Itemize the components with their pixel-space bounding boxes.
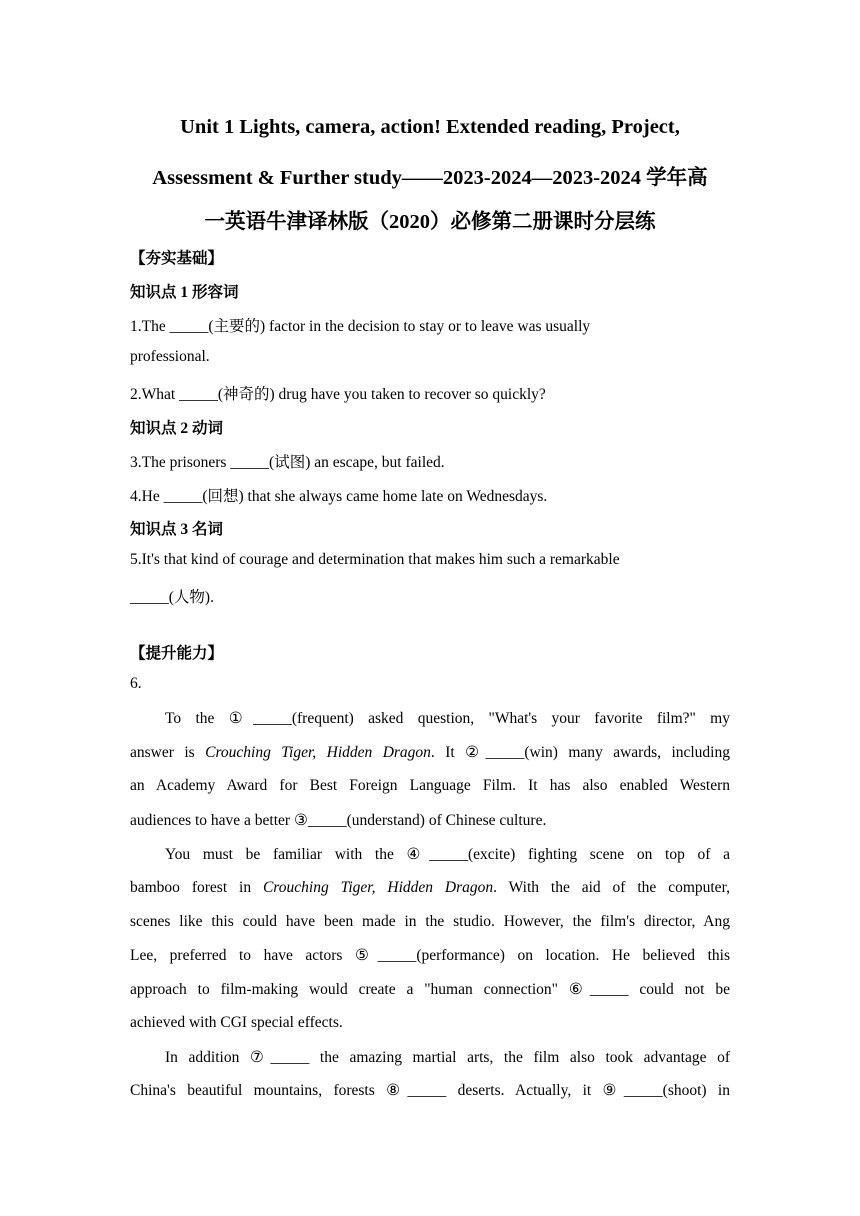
passage-p1-line-2: answer is Crouching Tiger, Hidden Dragon. It ②_____(win) many awards, including — [130, 744, 730, 761]
film-title-italic: Crouching Tiger, Hidden Dragon — [205, 744, 431, 761]
question-6-number: 6. — [130, 675, 142, 692]
question-4: 4.He _____(回想) that she always came home late on Wednesdays. — [130, 488, 548, 505]
section-heading-basics: 【夯实基础】 — [130, 250, 224, 267]
passage-p1-line-4: audiences to have a better ③_____(understand) of Chinese culture. — [130, 812, 547, 829]
passage-p2-line-1: You must be familiar with the ④_____(excite) fighting scene on top of a — [165, 846, 730, 863]
passage-p2-line-2: bamboo forest in Crouching Tiger, Hidden Dragon. With the aid of the computer, — [130, 879, 730, 896]
passage-p3-line-1: In addition ⑦_____ the amazing martial arts, the film also took advantage of — [165, 1049, 730, 1066]
question-1-line-2: professional. — [130, 348, 210, 365]
passage-p2-line-4: Lee, preferred to have actors ⑤_____(performance) on location. He believed this — [130, 947, 730, 964]
knowledge-point-2-heading: 知识点 2 动词 — [130, 420, 224, 437]
knowledge-point-3-heading: 知识点 3 名词 — [130, 521, 224, 538]
question-3: 3.The prisoners _____(试图) an escape, but failed. — [130, 454, 445, 471]
title-line-2: Assessment & Further study——2023-2024—2023-2024 学年高 — [152, 167, 708, 189]
question-5-line-2: _____(人物). — [130, 589, 214, 606]
passage-p2-line-3: scenes like this could have been made in the studio. However, the film's director, Ang — [130, 913, 730, 930]
title-line-3: 一英语牛津译林版（2020）必修第二册课时分层练 — [204, 211, 656, 233]
title-line-1: Unit 1 Lights, camera, action! Extended reading, Project, — [180, 116, 680, 138]
question-5-line-1: 5.It's that kind of courage and determination that makes him such a remarkable — [130, 551, 620, 568]
passage-p2-line-6: achieved with CGI special effects. — [130, 1014, 343, 1031]
passage-p2-line-5: approach to film-making would create a "human connection" ⑥_____ could not be — [130, 981, 730, 998]
question-2: 2.What _____(神奇的) drug have you taken to recover so quickly? — [130, 386, 546, 403]
film-title-italic: Crouching Tiger, Hidden Dragon — [262, 879, 494, 896]
passage-p1-line-3: an Academy Award for Best Foreign Language Film. It has also enabled Western — [130, 777, 730, 794]
passage-p1-line-1: To the ①_____(frequent) asked question, "What's your favorite film?" my — [165, 710, 730, 727]
passage-p3-line-2: China's beautiful mountains, forests ⑧_____ deserts. Actually, it ⑨_____(shoot) in — [130, 1082, 730, 1099]
question-1-line-1: 1.The _____(主要的) factor in the decision to stay or to leave was usually — [130, 318, 591, 335]
knowledge-point-1-heading: 知识点 1 形容词 — [130, 284, 239, 301]
section-heading-improve: 【提升能力】 — [130, 645, 224, 662]
